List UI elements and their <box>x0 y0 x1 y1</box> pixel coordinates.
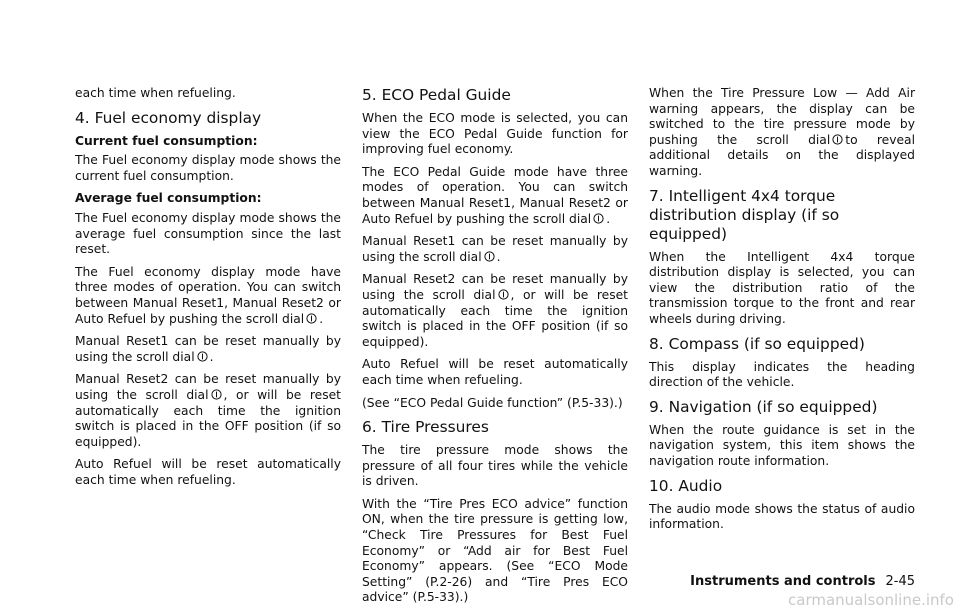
text: Manual Reset2 can be reset manually by using the scroll dial <box>75 372 341 402</box>
column-right <box>649 86 915 540</box>
paragraph <box>649 86 915 180</box>
text: , or will be reset automatically each time the ignition switch is placed in the OFF position (if so equipped). <box>362 287 628 349</box>
text: When the Tire Pressure Low — Add Air warning appears, the display can be switched to the tire pressure mode by pushing the scroll dial <box>649 86 915 147</box>
paragraph <box>362 272 628 350</box>
paragraph: each time when refueling. <box>75 86 236 100</box>
text: to reveal additional details on the displayed warning. <box>649 132 915 178</box>
heading-intelligent-4x4: 7. Intelligent 4x4 torque distribution display (if so equipped) <box>649 186 840 243</box>
subheading-average: Average fuel consumption: <box>75 191 262 206</box>
paragraph: When the Intelligent 4x4 torque distribution display is selected, you can view the distribution ratio of the transmission torque to the front and rear wheels during driving. <box>649 249 915 326</box>
text: . <box>606 211 611 226</box>
text: The ECO Pedal Guide mode have three modes of operation. You can switch between Manual Reset1, Manual Reset2 or Auto Refuel by pushing the scroll dial <box>362 164 628 226</box>
paragraph: Auto Refuel will be reset automatically each time when refueling. <box>75 457 341 487</box>
column-left <box>75 86 341 495</box>
paragraph: This display indicates the heading direction of the vehicle. <box>649 359 915 390</box>
text: Manual Reset1 can be reset manually by using the scroll dial <box>362 234 628 264</box>
paragraph: The audio mode shows the status of audio information. <box>649 501 915 532</box>
heading-audio: 10. Audio <box>649 476 723 495</box>
watermark: carmanualsonline.info <box>788 591 954 609</box>
heading-eco-pedal-guide: 5. ECO Pedal Guide <box>362 86 511 104</box>
text: Manual Reset1 can be reset manually by using the scroll dial <box>75 334 341 364</box>
text: . <box>496 249 501 264</box>
paragraph: With the “Tire Pres ECO advice” function ON, when the tire pressure is getting low, “Check Tire Pressures for Best Fuel Economy” or “Add air for Best Fuel Economy” appears. (See “ECO Mode Setting” (P.2-26) and “Tire Pres ECO advice” (P.5-33).) <box>362 496 628 605</box>
subheading-current: Current fuel consumption: <box>75 133 258 148</box>
text: , or will be reset automatically each time the ignition switch is placed in the OFF position (if so equipped). <box>75 387 341 449</box>
paragraph <box>75 372 341 450</box>
paragraph <box>362 165 628 227</box>
cross-reference: (See “ECO Pedal Guide function” (P.5-33).) <box>362 395 623 410</box>
scroll-dial-icon <box>484 251 495 262</box>
paragraph <box>75 334 341 365</box>
heading-fuel-economy-display: 4. Fuel economy display <box>75 108 262 127</box>
text: The Fuel economy display mode have three modes of operation. You can switch between Manual Reset1, Manual Reset2 or Auto Refuel by pushing the scroll dial <box>75 264 341 326</box>
paragraph: The Fuel economy display mode shows the current fuel consumption. <box>75 153 341 183</box>
paragraph <box>362 234 628 265</box>
scroll-dial-icon <box>498 289 509 300</box>
scroll-dial-icon <box>832 134 843 145</box>
paragraph: Auto Refuel will be reset automatically each time when refueling. <box>362 357 628 387</box>
scroll-dial-icon <box>593 213 604 224</box>
paragraph <box>75 265 341 327</box>
paragraph: When the ECO mode is selected, you can view the ECO Pedal Guide function for improving fuel economy. <box>362 111 628 157</box>
paragraph: When the route guidance is set in the navigation system, this item shows the navigation route information. <box>649 422 915 468</box>
page-number: 2-45 <box>885 574 915 589</box>
paragraph: The tire pressure mode shows the pressure of all four tires while the vehicle is driven. <box>362 443 628 489</box>
paragraph: The Fuel economy display mode shows the average fuel consumption since the last reset. <box>75 210 341 257</box>
page-footer <box>690 574 915 589</box>
scroll-dial-icon <box>211 389 222 400</box>
heading-compass: 8. Compass (if so equipped) <box>649 334 865 353</box>
heading-navigation: 9. Navigation (if so equipped) <box>649 397 878 416</box>
scroll-dial-icon <box>306 313 317 324</box>
text: Manual Reset2 can be reset manually by using the scroll dial <box>362 272 628 302</box>
text: . <box>209 349 214 364</box>
column-middle <box>362 86 628 613</box>
section-title: Instruments and controls <box>690 574 876 589</box>
text: . <box>319 311 324 326</box>
scroll-dial-icon <box>197 351 208 362</box>
heading-tire-pressures: 6. Tire Pressures <box>362 418 489 437</box>
